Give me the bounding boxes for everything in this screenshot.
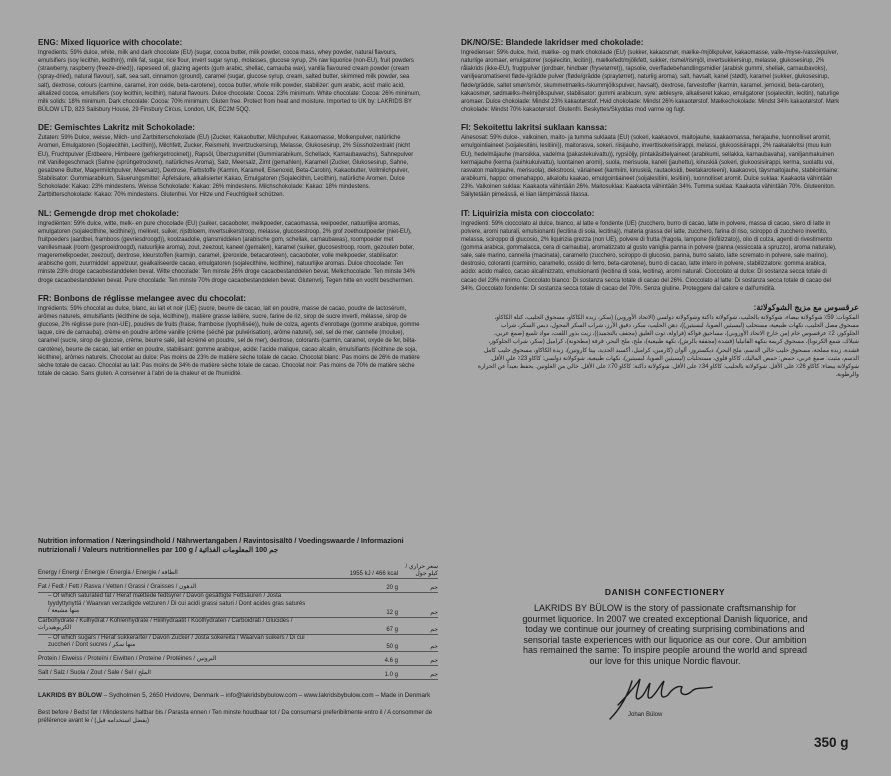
nutrition-row-label: – Of which sugars / Heraf sukkerarter / Davon Zucker / Josta sokereita / Waarvan suikers / Di cui zuccheri / Dont sucres / منها سكر xyxy=(48,634,305,648)
section-title-fi: FI: Sekoitettu lakritsi suklaan kanssa: xyxy=(461,123,608,133)
section-title-it: IT: Liquirizia mista con cioccolato: xyxy=(461,208,595,218)
danish-story-text: LAKRIDS BY BÜLOW is the story of passionate craftsmanship for gourmet liquorice. In 2007 we created exceptional Danish liquorice, and today we continue our journey of creating surprising combinations and sensorial taste experiences with our liquorice as our core. Our ambition has remained the same: To inspire people around the world and spread our love for this unique Nordic flavour. xyxy=(522,603,808,666)
nutrition-table xyxy=(38,563,438,680)
section-text-fi: Ainesosat: 59% dulce-, valkoinen, maito- ja tumma suklaata (EU) (sokeri, kaakaovoi, maitojauhe, kaakaomassa, herajauhe, luonnolliset aromit, emulgointiaineet (soijalesitiini, lesitiini)), maitorasva, sokeri, riisijauho, inverttisokerisiirappi, melassi, glukoosisiirappi, 2% raakalakritsi (muu kuin EU), hedelmäjauhe (mansikka, vadelma (pakastekuivattu)), rypsiöljy, pintakäsittelyaineet (arabikumi, sellakka, karnaubavaha), vaniljanmakuinen kermajauhe (kerma (suihkukuivattu), luontainen aromi), suola, merisuola, kaneli (jauhettu), kinuskiä (sokeri, glukoosisiirappi, kerma, suolattu voi, rasvaton maitojauhe, merisuola), dekstroosi, väriaineet (karmiini, kinuskiä, rautaoksidi, beetakaroteeni), kaakaovoi, täysmaitojauhe, stabilointiaine: arabikumi, happo: omenahappo, alkaloitu kaakao, emulgointiaineet (soijalesitiini, lesitiini), luonnolliset aromit. Dulce suklaa: Kaakaota vähintään 23%. Valkoinen suklaa: Kaakaota vähintään 26%. Maitosuklaa: Kaakaota vähintään 34%. Tumma suklaa: Kaakaota vähintään 70%. Gluteeniton. Säilytetään pimeässä, ei liian lämpimässä tilassa. xyxy=(461,134,839,199)
nutrition-row xyxy=(38,652,438,666)
nutrition-row-label: Fat / Fedt / Fett / Rasva / Vetten / Grassi / Graisses / الدهون xyxy=(38,583,197,590)
nutrition-row xyxy=(38,579,438,593)
nutrition-row-unit: جم xyxy=(430,643,438,650)
section-text-eng: Ingredients: 59% dulce, white, milk and dark chocolate (EU) (sugar, cocoa butter, milk powder, cocoa mass, whey powder, natural flavours, emulsifiers (soy lecithin, lecithin)), milk fat, sugar, rice flour, invert sugar syrup, molasses, glucose syrup, 2% raw liquorice (non-EU), fruit powders (strawberry, raspberry (freeze-dried)), rapeseed oil, glazing agents (gum arabic, shellac, carnauba wax), vanilla flavoured cream powder (cream (spray-dried), natural flavour), salt, sea salt, cinnamon (ground), caramel (sugar, glucose syrup, cream, salted butter, skimmed milk powder, sea salt), dextrose, colours (carmine, caramel, iron oxide, beta-carotene), cocoa butter, whole milk powder, stabilizer: gum arabic, acid: malic acid, alkalized cocoa, emulsifiers (soy lecithin, lecithin), natural flavours. Dulce chocolate: Cocoa: 23% minimum. White chocolate: Cocoa: 26% minimum, milk solids: 18% minimum. Dark chocolate: Cocoa: 70% minimum. Gluten free. Protect from heat and moisture. Imported to UK by: LAKRIDS BY BÜLOW LTD, 823 Salisbury House, 29 Finsbury Circus, London, UK, EC2M 5QQ. xyxy=(38,49,421,114)
nutrition-row-label: Salt / Salz / Suola / Zout / Sale / Sel / الملح xyxy=(38,670,151,676)
ingredients-fr xyxy=(38,294,438,378)
nutrition-row-value: 67 g xyxy=(386,626,398,633)
section-text-ar: المكونات: 59٪ شوكولاتة بيضاء، شوكولاتة بالحليب، شوكولاتة داكنة وشوكولاتة دولسي (الاتحاد الأوروبي) (سكر، زبدة الكاكاو، مسحوق الحليب، كتلة الكاكاو، مسحوق مصل الحليب، نكهات طبيعية، مستحلب (ليسيثين الصويا، ليسيثين))، دهن الحليب، سكر، دقيق الأرز، شراب السكر المحول، دبس السكر، شراب الجلوكوز، 2٪ عرقسوس خام (من خارج الاتحاد الأوروبي)، مساحيق فواكه (فراولة، توت العليق (مجفف بالتجميد))، زيت بذور اللفت، مواد تلميع (صمغ عربي، شيلاك، شمع الكرنوبا)، مسحوق كريمة بنكهة الفانيليا (قشدة (مجففة بالرش)، نكهة طبيعية)، ملح، ملح البحر، قرفة (مطحونة)، كراميل (سكر، شراب الجلوكوز، قشدة، زبدة مملحة، مسحوق حليب خالي الدسم، ملح البحر)، ديكستروز، ألوان (كارمين، كراميل، أكسيد الحديد، بيتا كاروتين)، زبدة الكاكاو، مسحوق حليب كامل الدسم، مثبت: صمغ عربي، حمض: حمض الماليك، كاكاو قلوي، مستحلبات (ليسيثين الصويا، ليسيثين)، نكهات طبيعية. شوكولاتة دولسي: كاكاو 23٪ على الأقل. شوكولاتة بيضاء: كاكاو 26٪ على الأقل. شوكولاتة بالحليب: كاكاو 34٪ على الأقل. شوكولاتة داكنة: كاكاو 70٪ على الأقل. خالي من الغلوتين. يحفظ بعيداً عن الحرارة والرطوبة. xyxy=(478,313,859,378)
right-column xyxy=(461,38,859,388)
nutrition-row xyxy=(38,593,438,618)
section-title-de: DE: Gemischtes Lakritz mit Schokolade: xyxy=(38,123,195,133)
ingredients-eng xyxy=(38,38,438,114)
ingredients-it xyxy=(461,209,859,293)
danish-heading: DANISH CONFECTIONERY xyxy=(604,587,726,597)
section-text-fr: Ingrédients: 59% chocolat au dulce, blanc, au lait et noir (UE) (sucre, beurre de cacao, lait en poudre, masse de cacao, poudre de lactosérum, arômes naturels, émulsifiants (lécithine de soja, lécithine)), matière grasse laitière, sucre, farine de riz, sirop de sucre inverti, mélasse, sirop de glucose, 2% réglisse pure (non-UE), poudres de fruits (fraise, framboise (lyophilisée)), huile de colza, agents d'enrobage (gomme arabique, gomme laque, cire de carnauba), crème en poudre arôme vanille (crème (séché par pulvérisation), arôme naturel), sel, sel de mer, cannelle (moulue), caramel (sucre, sirop de glucose, crème, beurre salé, lait écrémé en poudre, sel de mer), dextrose, colorants (carmin, caramel, oxyde de fer, bêta-carotène), beurre de cacao, lait entier en poudre, stabilisant: gomme arabique, acide: l'acide malique, cacao alcalin, émulsifiants (lécithine de soja, lécithine), arômes naturels. Chocolat au dulce: Pas moins de 23% de matière sèche totale de cacao. Chocolat blanc: Pas moins de 26% de matière sèche totale de cacao. Chocolat au lait: Pas moins de 34% de matière sèche totale de cacao. Chocolat noir: Pas moins de 70% de matière sèche totale de cacao. Sans gluten. A conserver à l'abri de la chaleur et de l'humidité. xyxy=(38,304,420,377)
signature-name: Johan Bülow xyxy=(628,712,663,718)
nutrition-row-unit: جم xyxy=(430,626,438,633)
ingredients-nl xyxy=(38,209,438,285)
nutrition-row-label: Energy / Energi / Energie / Energia / Energie / الطاقة xyxy=(38,569,178,576)
nutrition-row-value: 20 g xyxy=(386,585,398,591)
nutrition-row-label: – Of which saturated fat / Heraf mættede fedtsyrer / Davon gesättigte Fettsäuren / Josta tyydyttynyttä / Waarvan verzadigde vetzuren / Di cui acidi grassi saturi / Dont acides gras saturés / منها مشبعة xyxy=(48,593,306,614)
section-title-ar: عرقسوس مع مزيج الشوكولاتة: xyxy=(753,302,859,312)
nutrition-row xyxy=(38,618,438,635)
nutrition-row xyxy=(38,666,438,680)
section-text-it: Ingredienti: 59% cioccolato al dulce, bianco, al latte e fondente (UE) (zucchero, burro di cacao, latte in polvere, massa di cacao, siero di latte in polvere, aromi naturali, emulsionanti (lecitina di soia, lecitina)), materia grassa del latte, zucchero, farina di riso, sciroppo di zucchero invertito, melassa, sciroppo di glucosio, 2% liquirizia grezza (non UE), polvere di frutta (fragola, lampone (liofilizzato)), olio di colza, agenti di rivestimento (gomma arabica, gommalacca, cera di carnauba), aromatizzato al gusto vaniglia panna in polvere (panna (essiccata a spruzzo), aroma naturale), sale, sale marino, cannella (macinata), caramello (zucchero, sciroppo di glucosio, panna, burro salato, latte scremato in polvere, sale marino), destrosio, coloranti (carminio, caramello, ossido di ferro, beta-carotene), burro di cacao, latte intero in polvere, stabilizzatore: gomma arabica, acido: acido malico, cacao alcalinizzato, emulsionanti (lecitina di soia, lecitina), aromi naturali. Cioccolato al dulce: Di sostanza secca totale di cacao del 23% minimo. Cioccolato bianco: Di sostanza secca totale di cacao del 26%. Cioccolato al latte: Di sostanza secca totale di cacao del 34%. Cioccolato fondente: Di sostanza secca totale di cacao del 70%. Senza glutine. Proteggere dal calore e dall'umidità. xyxy=(461,219,837,292)
nutrition-row-value: 4.6 g xyxy=(384,657,398,664)
nutrition-row-value: 50 g xyxy=(386,643,398,650)
section-title-dk: DK/NO/SE: Blandede lakridser med chokolade: xyxy=(461,38,644,47)
section-title-fr: FR: Bonbons de réglisse melangee avec du chocolat: xyxy=(38,293,246,303)
signature-icon xyxy=(608,675,718,725)
nutrition-row-label: Carbohydrate / Kulhydrat / Kohlenhydrate / Hiilihydraatit / Koolhydraten / Carboidrati / Glucides / الكربوهيدرات xyxy=(38,617,293,631)
left-column xyxy=(38,38,438,387)
nutrition-row xyxy=(38,635,438,652)
nutrition-row-value: 1955 kJ / 466 kcal xyxy=(349,571,398,577)
section-text-dk: Ingredienser: 59% dulce, hvid, mælke- og mørk chokolade (EU) (sukker, kakaosmør, mælke-/mjölkpulver, kakaomasse, valle-/myse-/vasslepulver, naturlige aromaer, emulgatorer (sojalecitin, lecitin)), mælkefedt/mjölkfett, sukker, rismel/rismjöl, invertsukkersirup, melasse, glukosesirup, 2% rålakrids (ikke-EU), frugtpulver (jordbær, hindbær (frysetørret)), rapsolie, overfladebehandlingsmidler (arabisk gummi, shellak, carnaubavoks), vaniljearomatiseret fløde-/grädde pulver (fløde/grädde (spraytørret), naturlig aroma), salt, havsalt, kanel (stødt), karamel (sukker, glukosesirup, fløde/grädde, saltet smør/smör, skummetmælks-/skummjölkspulver, havsalt), dextrose, farvestoffer (karmin, karamel, jernoxid, beta-caroten), kakaosmør, sødmælks-/helmjölkspulver, stabilisator: gummi arabicum, syre: æblesyre, alkaliseret kakao, emulgatorer (sojalecitin, lecitin), naturlige aromaer. Dulce chokolade: Mindst 23% kakaotørstof. Hvid chokolade: Mindst 26% kakaotørstof. Mælkechokolade: Mindst 34% kakaotørstof. Mørk chokolade: Mindst 70% kakaotørstof. Glutenfri. Beskyttes/Skyddas mod varme og fugt. xyxy=(461,49,840,114)
ingredients-ar xyxy=(461,302,859,379)
nutrition-row-unit: جم xyxy=(430,585,438,591)
section-title-eng: ENG: Mixed liquorice with chocolate: xyxy=(38,38,183,47)
danish-confectionery-block xyxy=(520,587,810,666)
ingredients-dk xyxy=(461,38,859,114)
manufacturer-name: LAKRIDS BY BÜLOW xyxy=(38,691,102,699)
manufacturer-line xyxy=(38,692,438,699)
ingredients-fi xyxy=(461,123,859,199)
best-before-text: Best before / Bedst før / Mindestens haltbar bis / Parasta ennen / Ten minste houdbaar tot / Da consumarsi preferibilmente entro il / A consommer de préférence avant le / (يفضل استخدامه قبل) xyxy=(38,709,433,724)
nutrition-panel xyxy=(38,536,438,725)
nutrition-row-unit: سعر حراري / كيلو جول xyxy=(405,564,438,577)
nutrition-row-value: 1.0 g xyxy=(384,671,398,678)
section-title-nl: NL: Gemengde drop met chokolade: xyxy=(38,208,180,218)
nutrition-row-unit: جم xyxy=(430,609,438,616)
nutrition-row-unit: جم xyxy=(430,657,438,664)
nutrition-row-label: Protein / Eiweiss / Proteïni / Eiwitten / Proteine / Protéines / البروتين xyxy=(38,656,217,662)
ingredients-de xyxy=(38,123,438,199)
nutrition-row-value: 12 g xyxy=(386,609,398,616)
nutrition-row-unit: جم xyxy=(430,671,438,678)
nutrition-row xyxy=(38,563,438,579)
manufacturer-address: – Sydholmen 5, 2650 Hvidovre, Denmark – info@lakridsbybulow.com – www.lakridsbybulow.com – Made in Denmark xyxy=(103,691,431,699)
section-text-nl: Ingrediënten: 59% dulce, witte, melk- en pure chocolade (EU) (suiker, cacaoboter, melkpoeder, cacaomassa, weipoeder, natuurlijke aromas, emulgatoren (sojalecithine, lecithine)), melkvet, suiker, rijstbloem, invertsuikerstroop, melasse, glucosestroop, 2% grof zoethoutpoeder (niet-EU), fruitpoeders (aardbei, framboos (gevriesdroogd)), koolzaadolie, glansmiddelen (arabische gom, schellak, carnaubawas), roompoeder met vanillesmaak (room (gesproeidroogd), natuurlijke aroma), zout, zeezout, kaneel (gemalen), karamel (suiker, glucosestroop, room, gezouten boter, mageremelkpoeder, zeezout), dextrose, kleurstoffen (karmijn, caramel, ijzeroxide, betacaroteen), cacaoboter, volle melkpoeder, stabilisator: arabische gom, zuurmiddel: appelzuur, gealkaliseerde cacao, emulgatoren (sojalecithine, lecithine), natuurlijke aromas. Dulce chocolade: Ten minste 23% droge cacaobestanddelen bevat. Witte chocolade: Ten minste 26% droge cacaobestanddelen bevat. Melkchocolade: Ten minste 34% droge cacaobestanddelen bevat. Pure chocolade: Ten minste 70% droge cacaobestanddelen bevat. Glutenvrij. Tegen hitte en vocht beschermen. xyxy=(38,219,416,284)
section-text-de: Zutaten: 59% Dulce, weisse, Milch- und Zartbitterschokolade (EU) (Zucker, Kakaobutter, Milchpulver, Kakaomasse, Molkenpulver, natürliche Aromen, Emulgatoren (Sojalecithin, Lecithin)), Milchfett, Zucker, Reismehl, Invertzuckersirup, Melasse, Glukosesirup, 2% Süssholzextrakt (nicht EU), Fruchtpulver (Erdbeere, Himbeere (gefriergetrocknet)), Rapsöl, Überzugsmittel (Gummiarabikum, Schellack, Karnaubawachs), Sahnepulver mit Vanillegeschmack (Sahne (sprühgetrocknet), natürliches Aroma), Salz, Meersalz, Zimt (gemahlen), Karamell (Zucker, Glukosesirup, Sahne, gesalzene Butter, Magermilchpulver, Meersalz), Dextrose, Farbstoffe (Karmin, Karamell, Eisenoxid, Beta-Carotin), Kakaobutter, Vollmilchpulver, Stabilisator: Gummiarabikum, Säuerungsmittel: Äpfelsäure, alkalisierter Kakao, Emulgatoren (Sojalecithin, Lecithin), natürliche Aromen. Dulce Schokolade: Kakao: 23% mindestens. Weisse Schokolade: Kakao: 26% mindestens. Milchschokolade: Kakao: 18% mindestens. Zartbitterschokolade: Kakao: 70% mindestens. Glutenfrei. Vor Hitze und Feuchtigkeit schützen. xyxy=(38,134,414,199)
net-weight: 350 g xyxy=(814,735,849,750)
nutrition-title: Nutrition information / Næringsindhold / Nährwertangaben / Ravintosisältö / Voedingswaarde / Informazioni nutrizionali / Valeurs nutritionnelles par 100 g / جم 100 المعلومات الغذائية xyxy=(38,536,404,554)
